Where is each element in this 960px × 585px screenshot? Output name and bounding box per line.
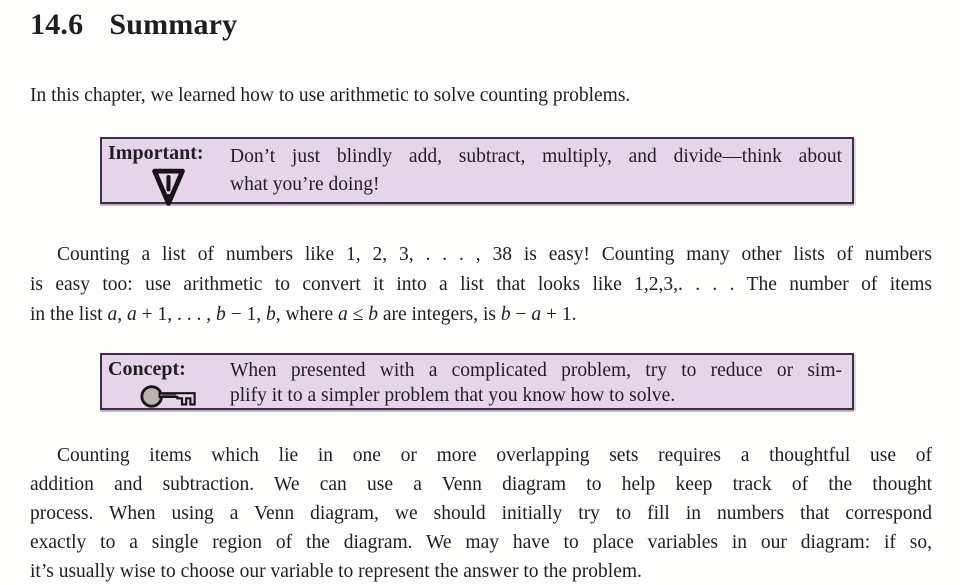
important-callout-side <box>108 142 228 210</box>
text-line: When presented with a complicated problem, try to reduce or sim- <box>230 360 842 381</box>
text-line: what you’re doing! <box>230 174 380 195</box>
text-line: plify it to a simpler problem that you know how to solve. <box>230 385 676 406</box>
concept-icon-wrap <box>108 382 228 410</box>
text-line: Counting a list of numbers like 1, 2, 3, . . . , 38 is easy! Counting many other lists of numbers <box>57 244 932 265</box>
text-line: it’s usually wise to choose our variable to represent the answer to the problem. <box>30 561 642 582</box>
important-icon-wrap <box>108 166 228 210</box>
section-heading <box>30 8 237 42</box>
important-text <box>230 143 842 199</box>
text-line: exactly to a single region of the diagram. We may have to place variables in our diagram: if so, <box>30 532 932 553</box>
concept-label: Concept: <box>108 358 186 380</box>
text-line: Don’t just blindly add, subtract, multiply, and divide—think about <box>230 146 842 167</box>
concept-text <box>230 358 842 408</box>
text-line: process. When using a Venn diagram, we should initially try to fill in numbers that correspond <box>30 503 932 524</box>
counting-lists-paragraph <box>30 240 932 330</box>
important-label: Important: <box>108 142 204 164</box>
intro-paragraph <box>30 81 932 111</box>
venn-diagram-paragraph <box>30 441 932 585</box>
key-icon <box>139 382 197 410</box>
concept-callout-box <box>100 353 854 410</box>
text-line: Counting items which lie in one or more overlapping sets requires a thoughtful use of <box>57 445 932 466</box>
text-line: In this chapter, we learned how to use arithmetic to solve counting problems. <box>30 85 631 106</box>
concept-callout-side <box>108 358 228 410</box>
important-callout-box <box>100 137 854 204</box>
warning-exclamation-triangle-icon <box>145 166 192 210</box>
text-line: addition and subtraction. We can use a Venn diagram to help keep track of the thought <box>30 474 932 495</box>
text-line: is easy too: use arithmetic to convert it into a list that looks like 1,2,3,. . . . The number of items <box>30 274 932 295</box>
text-line: in the list a, a + 1, . . . , b − 1, b, where a ≤ b are integers, is b − a + 1. <box>30 304 577 325</box>
section-title: Summary <box>109 8 238 41</box>
section-number: 14.6 <box>30 8 84 41</box>
